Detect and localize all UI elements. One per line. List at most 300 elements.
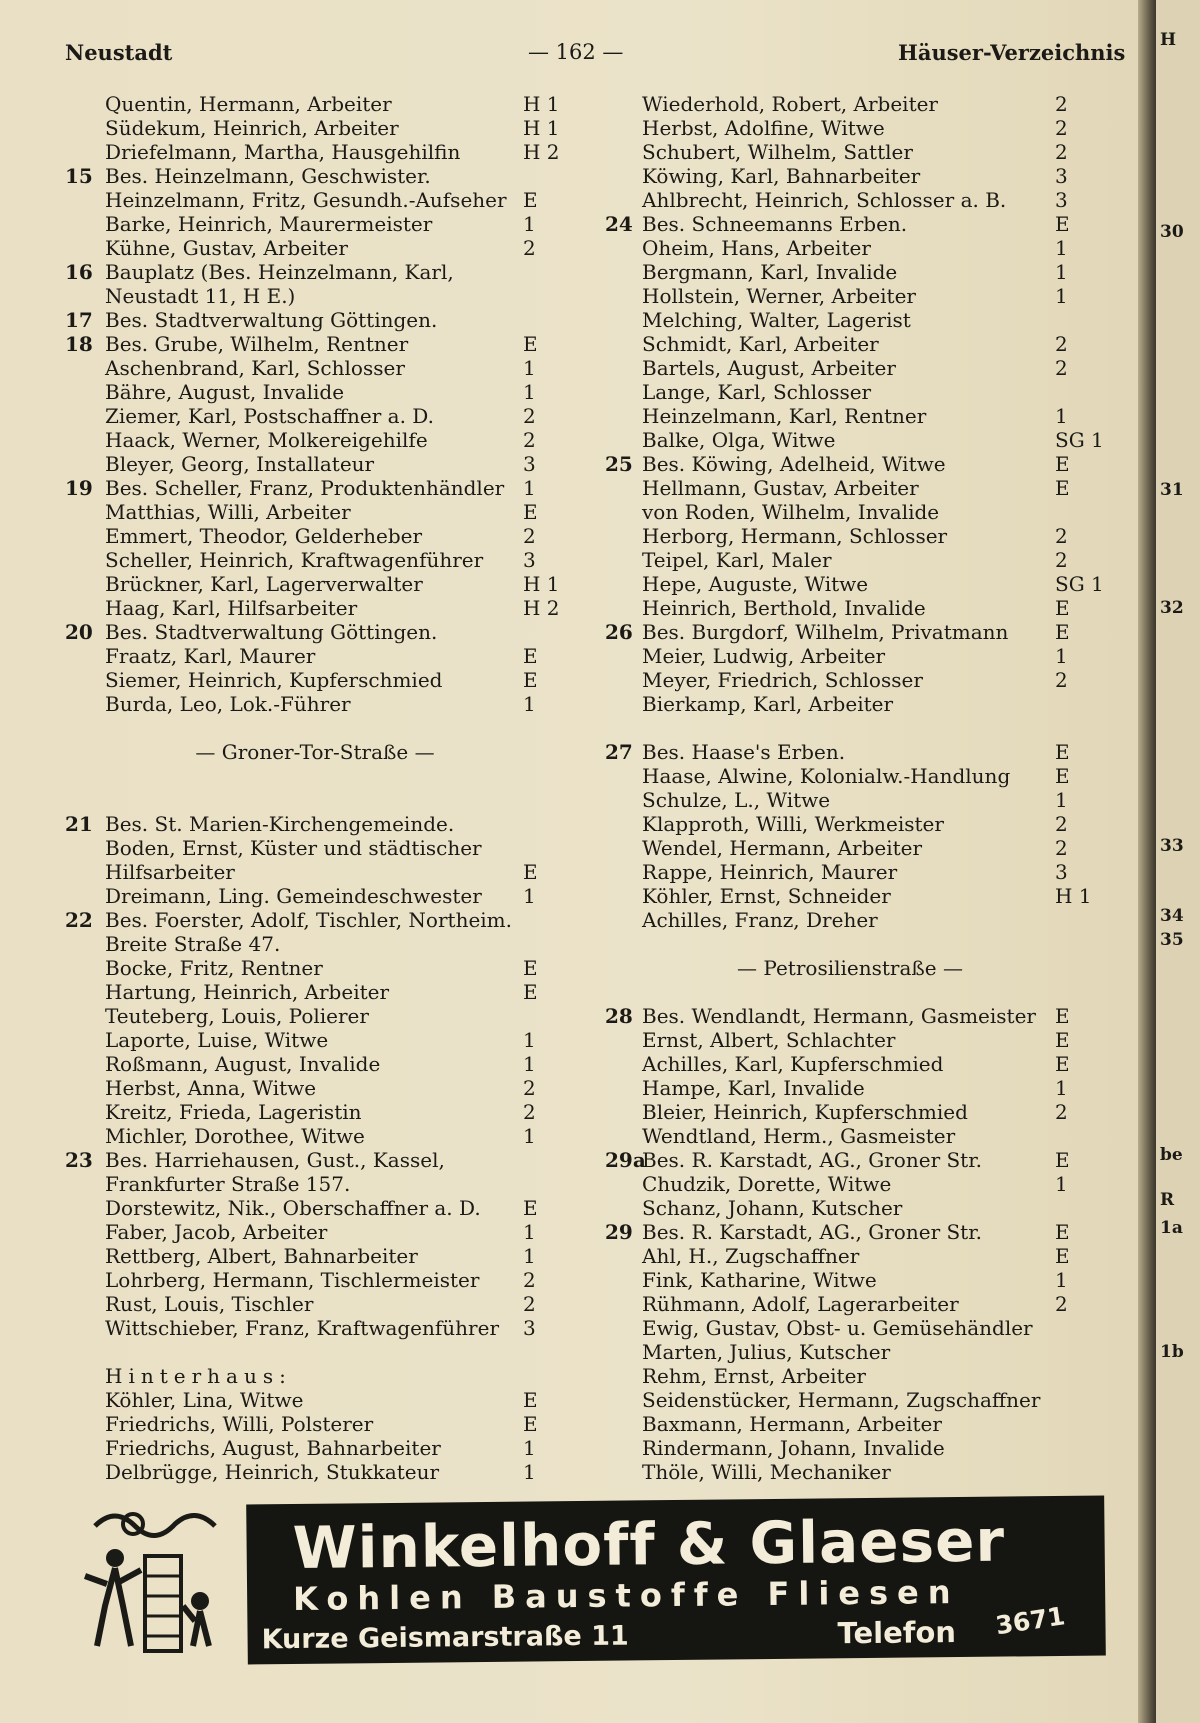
street-heading (65, 740, 565, 764)
resident-name: Emmert, Theodor, Gelderheber (105, 524, 423, 548)
resident-name: Meyer, Friedrich, Schlosser (642, 668, 923, 692)
floor-code: E (1055, 764, 1070, 788)
adjacent-page-edge (1156, 0, 1200, 1723)
house-entry (600, 1148, 1100, 1172)
left-column (65, 92, 565, 1484)
resident-entry (65, 524, 565, 548)
resident-entry (600, 500, 1100, 524)
resident-name: Herbst, Anna, Witwe (105, 1076, 317, 1100)
floor-code: 1 (1055, 404, 1068, 428)
floor-code: 1 (523, 1220, 536, 1244)
resident-entry (600, 668, 1100, 692)
resident-entry (65, 500, 565, 524)
floor-code: 1 (1055, 284, 1068, 308)
house-number: 28 (605, 1004, 633, 1028)
resident-entry (65, 212, 565, 236)
floor-code: 1 (523, 1028, 536, 1052)
floor-code: E (523, 1412, 538, 1436)
street-name: — Groner-Tor-Straße — (195, 740, 435, 764)
resident-name: Meier, Ludwig, Arbeiter (642, 644, 886, 668)
resident-entry (65, 452, 565, 476)
resident-name: Köhler, Lina, Witwe (105, 1388, 304, 1412)
resident-entry (65, 788, 565, 812)
floor-code: H 2 (523, 140, 560, 164)
floor-code: 2 (1055, 356, 1068, 380)
floor-code: E (523, 860, 538, 884)
adjacent-page-fragment: 30 (1160, 222, 1184, 242)
resident-name: Kühne, Gustav, Arbeiter (105, 236, 348, 260)
page-header-right: Häuser-Verzeichnis (898, 40, 1126, 65)
floor-code: 2 (1055, 92, 1068, 116)
floor-code: 2 (1055, 1100, 1068, 1124)
resident-entry (65, 1196, 565, 1220)
resident-entry (65, 596, 565, 620)
floor-code: 1 (1055, 1076, 1068, 1100)
house-number: 29 (605, 1220, 633, 1244)
adjacent-page-fragment: 1b (1160, 1342, 1184, 1362)
resident-name: Bocke, Fritz, Rentner (105, 956, 323, 980)
floor-code: 2 (1055, 1292, 1068, 1316)
resident-entry (65, 548, 565, 572)
floor-code: 3 (1055, 188, 1068, 212)
resident-entry (600, 548, 1100, 572)
resident-entry (600, 1076, 1100, 1100)
resident-entry (65, 1004, 565, 1028)
resident-name: Ahlbrecht, Heinrich, Schlosser a. B. (642, 188, 1007, 212)
floor-code: 2 (523, 524, 536, 548)
resident-entry (600, 1028, 1100, 1052)
resident-name: Hellmann, Gustav, Arbeiter (642, 476, 919, 500)
resident-entry (600, 860, 1100, 884)
resident-name: Kreitz, Frieda, Lageristin (105, 1100, 362, 1124)
house-entry (600, 620, 1100, 644)
house-entry (65, 332, 565, 356)
resident-name: Bleier, Heinrich, Kupferschmied (642, 1100, 968, 1124)
resident-name: Rühmann, Adolf, Lagerarbeiter (642, 1292, 959, 1316)
resident-entry (65, 884, 565, 908)
floor-code: 1 (1055, 260, 1068, 284)
resident-name: Ernst, Albert, Schlachter (642, 1028, 896, 1052)
floor-code: 1 (523, 1436, 536, 1460)
resident-name: Boden, Ernst, Küster und städtischer (105, 836, 482, 860)
resident-entry (65, 1100, 565, 1124)
house-number: 25 (605, 452, 633, 476)
resident-entry (600, 596, 1100, 620)
resident-entry (600, 260, 1100, 284)
floor-code: H 2 (523, 596, 560, 620)
resident-entry (65, 692, 565, 716)
resident-entry (65, 380, 565, 404)
coal-carrier-logo-icon (75, 1506, 225, 1656)
resident-name: Schulze, L., Witwe (642, 788, 831, 812)
resident-entry (600, 692, 1100, 716)
floor-code: 2 (523, 236, 536, 260)
resident-name: Bes. Schneemanns Erben. (642, 212, 908, 236)
resident-entry (65, 860, 565, 884)
resident-entry (600, 644, 1100, 668)
house-entry (600, 1220, 1100, 1244)
house-number: 24 (605, 212, 633, 236)
floor-code: 1 (523, 380, 536, 404)
resident-entry (65, 1028, 565, 1052)
resident-entry (65, 932, 565, 956)
resident-entry (65, 1436, 565, 1460)
adjacent-page-fragment: 31 (1160, 480, 1184, 500)
resident-name: Michler, Dorothee, Witwe (105, 1124, 365, 1148)
resident-entry (600, 812, 1100, 836)
resident-name: Delbrügge, Heinrich, Stukkateur (105, 1460, 440, 1484)
resident-name: Bes. R. Karstadt, AG., Groner Str. (642, 1220, 982, 1244)
resident-entry (600, 524, 1100, 548)
floor-code: E (1055, 620, 1070, 644)
resident-entry (600, 1436, 1100, 1460)
resident-name: Frankfurter Straße 157. (105, 1172, 351, 1196)
resident-entry (65, 644, 565, 668)
floor-code: E (523, 1388, 538, 1412)
floor-code: E (1055, 596, 1070, 620)
book-gutter (1138, 0, 1156, 1723)
resident-entry (65, 1172, 565, 1196)
floor-code: E (1055, 1004, 1070, 1028)
resident-name: von Roden, Wilhelm, Invalide (642, 500, 940, 524)
resident-name: Ewig, Gustav, Obst- u. Gemüsehändler (642, 1316, 1033, 1340)
resident-name: Rehm, Ernst, Arbeiter (642, 1364, 866, 1388)
resident-name: Bes. Scheller, Franz, Produktenhändler (105, 476, 505, 500)
resident-name: Chudzik, Dorette, Witwe (642, 1172, 892, 1196)
resident-name: Köhler, Ernst, Schneider (642, 884, 891, 908)
adjacent-page-fragment: be (1160, 1145, 1183, 1165)
page-header-left: Neustadt (65, 40, 173, 65)
resident-entry (65, 1364, 565, 1388)
resident-entry (600, 572, 1104, 596)
resident-name: Lange, Karl, Schlosser (642, 380, 872, 404)
resident-name: Barke, Heinrich, Maurermeister (105, 212, 433, 236)
resident-name: Laporte, Luise, Witwe (105, 1028, 329, 1052)
resident-entry (600, 236, 1100, 260)
floor-code: E (523, 1196, 538, 1220)
floor-code: E (523, 668, 538, 692)
resident-entry (600, 332, 1100, 356)
resident-name: Oheim, Hans, Arbeiter (642, 236, 871, 260)
resident-name: Matthias, Willi, Arbeiter (105, 500, 351, 524)
ad-telephone-number: 3671 (993, 1601, 1067, 1641)
resident-name: Haase, Alwine, Kolonialw.-Handlung (642, 764, 1011, 788)
resident-name: Bes. Foerster, Adolf, Tischler, Northeim. (105, 908, 513, 932)
resident-entry (65, 1268, 565, 1292)
resident-name: Wendel, Hermann, Arbeiter (642, 836, 923, 860)
house-entry (600, 212, 1100, 236)
resident-name: Rettberg, Albert, Bahnarbeiter (105, 1244, 418, 1268)
floor-code: 2 (523, 404, 536, 428)
resident-name: Bes. Harriehausen, Gust., Kassel, (105, 1148, 445, 1172)
resident-name: Bes. Burgdorf, Wilhelm, Privatmann (642, 620, 1009, 644)
resident-entry (65, 716, 565, 740)
resident-name: Klapproth, Willi, Werkmeister (642, 812, 944, 836)
house-entry (65, 260, 565, 284)
resident-entry (600, 1364, 1100, 1388)
resident-entry (600, 1268, 1100, 1292)
floor-code: 1 (1055, 236, 1068, 260)
resident-entry (65, 956, 565, 980)
resident-name: Haack, Werner, Molkereigehilfe (105, 428, 428, 452)
resident-name: Balke, Olga, Witwe (642, 428, 836, 452)
resident-entry (65, 1124, 565, 1148)
resident-name: Breite Straße 47. (105, 932, 281, 956)
house-entry (600, 740, 1100, 764)
resident-name: Bes. Heinzelmann, Geschwister. (105, 164, 431, 188)
resident-name: Hollstein, Werner, Arbeiter (642, 284, 916, 308)
resident-entry (600, 716, 1100, 740)
resident-entry (65, 836, 565, 860)
resident-name: Hartung, Heinrich, Arbeiter (105, 980, 390, 1004)
house-entry (65, 620, 565, 644)
resident-name: Dorstewitz, Nik., Oberschaffner a. D. (105, 1196, 481, 1220)
resident-entry (65, 356, 565, 380)
floor-code: 3 (1055, 164, 1068, 188)
resident-name: Scheller, Heinrich, Kraftwagenführer (105, 548, 484, 572)
resident-name: Lohrberg, Hermann, Tischlermeister (105, 1268, 480, 1292)
floor-code: 2 (1055, 836, 1068, 860)
resident-name: Bes. Grube, Wilhelm, Rentner (105, 332, 409, 356)
resident-entry (600, 404, 1100, 428)
resident-name: Köwing, Karl, Bahnarbeiter (642, 164, 921, 188)
resident-entry (65, 404, 565, 428)
resident-entry (600, 932, 1100, 956)
floor-code: 1 (523, 692, 536, 716)
resident-entry (65, 1460, 565, 1484)
floor-code: 2 (523, 1076, 536, 1100)
house-number: 18 (65, 332, 93, 356)
resident-name: Hinterhaus: (105, 1364, 292, 1388)
resident-name: Ahl, H., Zugschaffner (642, 1244, 860, 1268)
house-entry (65, 812, 565, 836)
resident-entry (65, 572, 565, 596)
house-number: 23 (65, 1148, 93, 1172)
floor-code: 1 (1055, 788, 1068, 812)
resident-entry (600, 1340, 1100, 1364)
house-number: 16 (65, 260, 93, 284)
resident-name: Hilfsarbeiter (105, 860, 235, 884)
floor-code: 3 (1055, 860, 1068, 884)
resident-name: Teipel, Karl, Maler (642, 548, 832, 572)
resident-name: Bierkamp, Karl, Arbeiter (642, 692, 894, 716)
resident-name: Südekum, Heinrich, Arbeiter (105, 116, 399, 140)
resident-entry (600, 884, 1100, 908)
resident-name: Bleyer, Georg, Installateur (105, 452, 375, 476)
house-entry (600, 452, 1100, 476)
resident-name: Bähre, August, Invalide (105, 380, 345, 404)
floor-code: 2 (1055, 332, 1068, 356)
ad-address: Kurze Geismarstraße 11 (261, 1620, 629, 1656)
resident-name: Faber, Jacob, Arbeiter (105, 1220, 328, 1244)
resident-entry (600, 836, 1100, 860)
resident-name: Hepe, Auguste, Witwe (642, 572, 869, 596)
floor-code: 1 (523, 356, 536, 380)
resident-name: Bes. St. Marien-Kirchengemeinde. (105, 812, 455, 836)
floor-code: 2 (523, 1268, 536, 1292)
resident-entry (600, 1244, 1100, 1268)
resident-entry (65, 1292, 565, 1316)
floor-code: E (523, 956, 538, 980)
floor-code: 1 (523, 1052, 536, 1076)
resident-entry (600, 188, 1100, 212)
floor-code: E (1055, 1148, 1070, 1172)
floor-code: 2 (523, 428, 536, 452)
resident-entry (600, 380, 1100, 404)
floor-code: 2 (1055, 668, 1068, 692)
floor-code: 1 (523, 1124, 536, 1148)
resident-entry (600, 908, 1100, 932)
floor-code: E (523, 500, 538, 524)
resident-name: Wendtland, Herm., Gasmeister (642, 1124, 956, 1148)
resident-entry (65, 428, 565, 452)
resident-entry (65, 1052, 565, 1076)
resident-name: Fink, Katharine, Witwe (642, 1268, 877, 1292)
resident-entry (600, 1316, 1100, 1340)
resident-name: Hampe, Karl, Invalide (642, 1076, 865, 1100)
resident-name: Bes. Haase's Erben. (642, 740, 846, 764)
floor-code: 1 (523, 212, 536, 236)
floor-code: E (523, 980, 538, 1004)
resident-name: Bartels, August, Arbeiter (642, 356, 896, 380)
house-entry (65, 164, 565, 188)
resident-name: Heinzelmann, Fritz, Gesundh.-Aufseher (105, 188, 507, 212)
resident-name: Seidenstücker, Hermann, Zugschaffner (642, 1388, 1041, 1412)
floor-code: 2 (1055, 140, 1068, 164)
floor-code: E (1055, 476, 1070, 500)
resident-name: Heinrich, Berthold, Invalide (642, 596, 926, 620)
floor-code: E (523, 332, 538, 356)
resident-entry (600, 1172, 1100, 1196)
floor-code: E (1055, 212, 1070, 236)
adjacent-page-fragment: 32 (1160, 598, 1184, 618)
resident-entry (600, 428, 1104, 452)
resident-entry (600, 140, 1100, 164)
resident-name: Friedrichs, Willi, Polsterer (105, 1412, 374, 1436)
resident-entry (600, 764, 1100, 788)
resident-entry (65, 116, 565, 140)
house-number: 26 (605, 620, 633, 644)
resident-entry (600, 788, 1100, 812)
ad-company-name: Winkelhoff & Glaeser (292, 1506, 1006, 1583)
house-entry (65, 476, 565, 500)
resident-entry (600, 1052, 1100, 1076)
resident-name: Burda, Leo, Lok.-Führer (105, 692, 351, 716)
floor-code: E (1055, 740, 1070, 764)
house-number: 17 (65, 308, 93, 332)
resident-name: Wittschieber, Franz, Kraftwagenführer (105, 1316, 500, 1340)
resident-name: Herbst, Adolfine, Witwe (642, 116, 885, 140)
floor-code: 3 (523, 548, 536, 572)
street-name: — Petrosilienstraße — (737, 956, 963, 980)
resident-name: Wiederhold, Robert, Arbeiter (642, 92, 938, 116)
resident-name: Baxmann, Hermann, Arbeiter (642, 1412, 942, 1436)
resident-entry (600, 284, 1100, 308)
resident-entry (65, 140, 565, 164)
resident-entry (65, 668, 565, 692)
resident-entry (65, 1340, 565, 1364)
floor-code: 2 (523, 1100, 536, 1124)
resident-name: Teuteberg, Louis, Polierer (105, 1004, 369, 1028)
resident-name: Schanz, Johann, Kutscher (642, 1196, 903, 1220)
resident-name: Marten, Julius, Kutscher (642, 1340, 891, 1364)
ad-products: Kohlen Baustoffe Fliesen (292, 1573, 960, 1619)
resident-entry (600, 980, 1100, 1004)
resident-entry (65, 92, 565, 116)
resident-entry (600, 356, 1100, 380)
street-heading (600, 956, 1100, 980)
floor-code: E (1055, 1244, 1070, 1268)
resident-name: Achilles, Franz, Dreher (642, 908, 878, 932)
resident-name: Melching, Walter, Lagerist (642, 308, 911, 332)
resident-entry (600, 1412, 1100, 1436)
floor-code: 1 (1055, 1172, 1068, 1196)
house-number: 20 (65, 620, 93, 644)
resident-entry (65, 1388, 565, 1412)
resident-name: Bes. Wendlandt, Hermann, Gasmeister (642, 1004, 1036, 1028)
floor-code: 2 (1055, 812, 1068, 836)
adjacent-page-fragment: 1a (1160, 1218, 1183, 1238)
resident-name: Bergmann, Karl, Invalide (642, 260, 898, 284)
page-number: — 162 — (528, 40, 624, 64)
floor-code: SG 1 (1055, 428, 1104, 452)
resident-entry (65, 1412, 565, 1436)
resident-name: Rappe, Heinrich, Maurer (642, 860, 898, 884)
house-entry (65, 308, 565, 332)
floor-code: E (1055, 1028, 1070, 1052)
floor-code: 2 (523, 1292, 536, 1316)
house-number: 21 (65, 812, 93, 836)
resident-entry (65, 1244, 565, 1268)
resident-name: Brückner, Karl, Lagerverwalter (105, 572, 423, 596)
ad-telephone-label: Telefon (837, 1615, 957, 1651)
adjacent-page-fragment: 34 (1160, 906, 1184, 926)
resident-entry (65, 1316, 565, 1340)
resident-name: Bauplatz (Bes. Heinzelmann, Karl, (105, 260, 454, 284)
floor-code: H 1 (523, 92, 560, 116)
resident-entry (65, 764, 565, 788)
house-number: 27 (605, 740, 633, 764)
floor-code: E (523, 644, 538, 668)
resident-name: Schmidt, Karl, Arbeiter (642, 332, 879, 356)
resident-name: Roßmann, August, Invalide (105, 1052, 381, 1076)
resident-entry (600, 92, 1100, 116)
floor-code: H 1 (523, 572, 560, 596)
adjacent-page-fragment: R (1160, 1190, 1175, 1210)
adjacent-page-fragment: H (1160, 30, 1177, 50)
house-entry (65, 908, 565, 932)
floor-code: 3 (523, 1316, 536, 1340)
resident-name: Bes. R. Karstadt, AG., Groner Str. (642, 1148, 982, 1172)
floor-code: H 1 (523, 116, 560, 140)
resident-name: Heinzelmann, Karl, Rentner (642, 404, 927, 428)
resident-entry (600, 1100, 1100, 1124)
resident-name: Neustadt 11, H E.) (105, 284, 296, 308)
resident-name: Friedrichs, August, Bahnarbeiter (105, 1436, 441, 1460)
floor-code: E (1055, 1220, 1070, 1244)
resident-name: Ziemer, Karl, Postschaffner a. D. (105, 404, 434, 428)
floor-code: E (1055, 452, 1070, 476)
resident-name: Rindermann, Johann, Invalide (642, 1436, 945, 1460)
floor-code: 2 (1055, 548, 1068, 572)
resident-entry (600, 476, 1100, 500)
resident-name: Bes. Stadtverwaltung Göttingen. (105, 620, 438, 644)
house-number: 22 (65, 908, 93, 932)
resident-name: Rust, Louis, Tischler (105, 1292, 314, 1316)
resident-name: Aschenbrand, Karl, Schlosser (105, 356, 405, 380)
resident-entry (65, 1076, 565, 1100)
resident-name: Quentin, Hermann, Arbeiter (105, 92, 392, 116)
